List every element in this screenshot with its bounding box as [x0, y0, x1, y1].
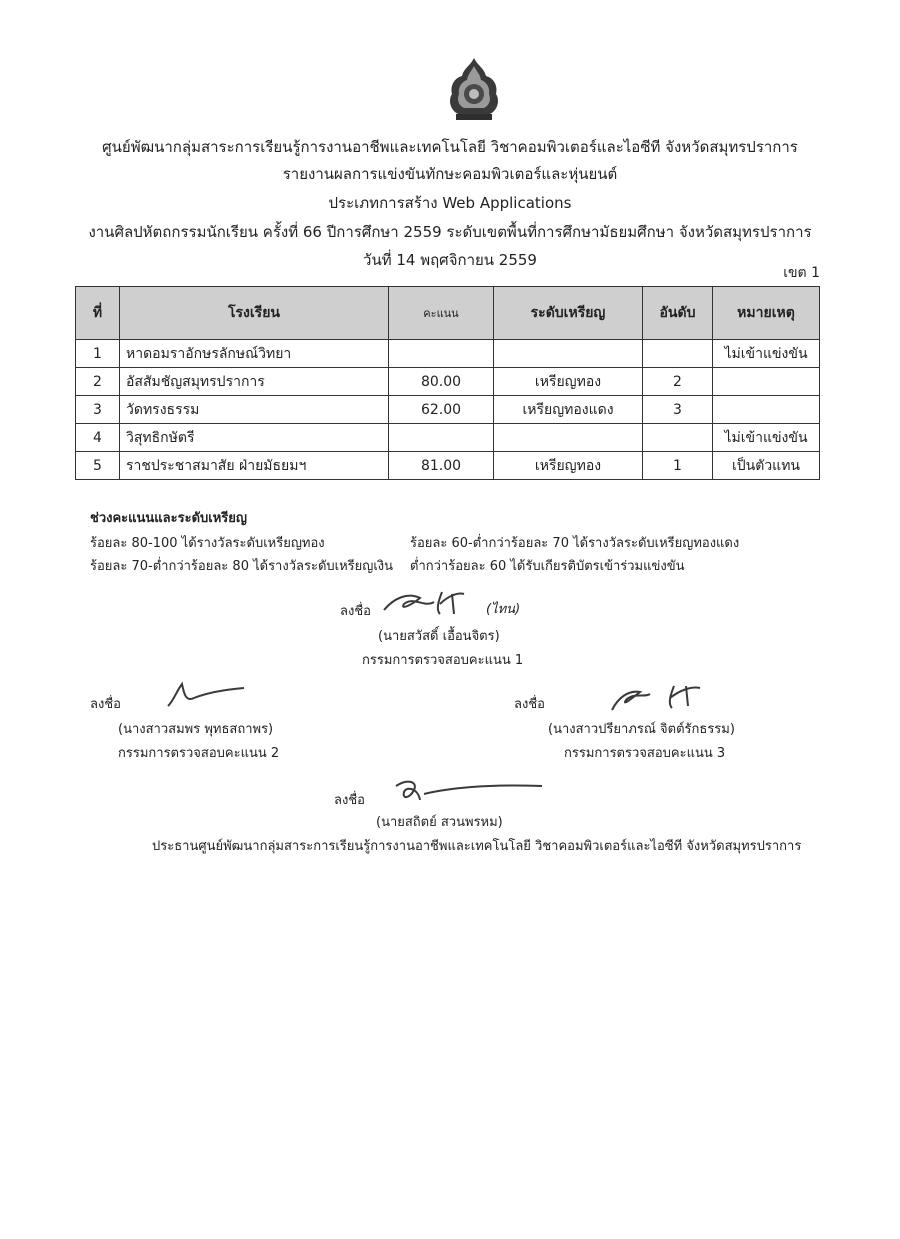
judge2-name: (นางสาวสมพร พุทธสถาพร) [118, 722, 274, 737]
judge1-role: กรรมการตรวจสอบคะแนน 1 [362, 653, 524, 668]
criteria-silver: ร้อยละ 70-ต่ำกว่าร้อยละ 80 ได้รางวัลระดับเหรียญเงิน [90, 559, 393, 574]
cell-remark: ไม่เข้าแข่งขัน [713, 340, 820, 368]
header-event: งานศิลปหัตถกรรมนักเรียน ครั้งที่ 66 ปีการศึกษา 2559 ระดับเขตพื้นที่การศึกษามัธยมศึกษา จังหวัดสมุทรปราการ [88, 223, 812, 241]
judge1-signature-icon [380, 584, 500, 620]
judge3-signature-icon [604, 676, 724, 716]
cell-medal: เหรียญทอง [494, 452, 643, 480]
col-header-remark: หมายเหตุ [713, 287, 820, 340]
header-report-title: รายงานผลการแข่งขันทักษะคอมพิวเตอร์และหุ่นยนต์ [282, 165, 618, 183]
cell-score [389, 340, 494, 368]
cell-medal [494, 340, 643, 368]
cell-no: 2 [76, 368, 120, 396]
cell-remark [713, 368, 820, 396]
sign-label-chair: ลงชื่อ [334, 793, 365, 808]
col-header-rank: อันดับ [643, 287, 713, 340]
sign-label-judge2: ลงชื่อ [90, 697, 121, 712]
cell-no: 1 [76, 340, 120, 368]
cell-rank: 3 [643, 396, 713, 424]
col-header-no: ที่ [76, 287, 120, 340]
col-header-school: โรงเรียน [120, 287, 389, 340]
cell-medal: เหรียญทอง [494, 368, 643, 396]
zone-label: เขต 1 [783, 265, 820, 281]
criteria-gold: ร้อยละ 80-100 ได้รางวัลระดับเหรียญทอง [90, 536, 325, 551]
cell-remark [713, 396, 820, 424]
cell-no: 3 [76, 396, 120, 424]
criteria-participation: ต่ำกว่าร้อยละ 60 ได้รับเกียรติบัตรเข้าร่วมแข่งขัน [410, 559, 685, 574]
cell-medal: เหรียญทองแดง [494, 396, 643, 424]
cell-rank: 1 [643, 452, 713, 480]
cell-rank: 2 [643, 368, 713, 396]
cell-school: อัสสัมชัญสมุทรปราการ [120, 368, 389, 396]
cell-no: 5 [76, 452, 120, 480]
table-row [76, 396, 820, 424]
results-table [75, 286, 820, 480]
header-date: วันที่ 14 พฤศจิกายน 2559 [363, 251, 537, 269]
cell-rank [643, 424, 713, 452]
header-category: ประเภทการสร้าง Web Applications [328, 194, 572, 212]
chair-name: (นายสถิตย์ สวนพรหม) [376, 815, 503, 830]
table-row [76, 452, 820, 480]
chair-role: ประธานศูนย์พัฒนากลุ่มสาระการเรียนรู้การงานอาชีพและเทคโนโลยี วิชาคอมพิวเตอร์และไอซีที จังหวัดสมุทรปราการ [152, 839, 802, 854]
judge3-name: (นางสาวปรียาภรณ์ จิตต์รักธรรม) [548, 722, 735, 737]
cell-rank [643, 340, 713, 368]
cell-remark: ไม่เข้าแข่งขัน [713, 424, 820, 452]
cell-school: ราชประชาสมาสัย ฝ่ายมัธยมฯ [120, 452, 389, 480]
sign-label-judge3: ลงชื่อ [514, 697, 545, 712]
cell-remark: เป็นตัวแทน [713, 452, 820, 480]
cell-score: 80.00 [389, 368, 494, 396]
col-header-medal: ระดับเหรียญ [494, 287, 643, 340]
table-row [76, 368, 820, 396]
chair-signature-icon [388, 774, 548, 808]
judge3-role: กรรมการตรวจสอบคะแนน 3 [564, 746, 726, 761]
cell-score: 62.00 [389, 396, 494, 424]
criteria-title: ช่วงคะแนนและระดับเหรียญ [90, 511, 247, 526]
judge2-role: กรรมการตรวจสอบคะแนน 2 [118, 746, 280, 761]
cell-no: 4 [76, 424, 120, 452]
cell-school: วิสุทธิกษัตรี [120, 424, 389, 452]
sign-label-judge1: ลงชื่อ [340, 604, 371, 619]
header-center-name: ศูนย์พัฒนากลุ่มสาระการเรียนรู้การงานอาชีพและเทคโนโลยี วิชาคอมพิวเตอร์และไอซีที จังหวัดสมุทรปราการ [102, 138, 798, 156]
col-header-score: คะแนน [389, 287, 494, 340]
criteria-bronze: ร้อยละ 60-ต่ำกว่าร้อยละ 70 ได้รางวัลระดับเหรียญทองแดง [410, 536, 740, 551]
table-row [76, 424, 820, 452]
cell-medal [494, 424, 643, 452]
cell-school: หาดอมราอักษรลักษณ์วิทยา [120, 340, 389, 368]
table-header-row [76, 287, 820, 340]
judge2-signature-icon [160, 676, 250, 712]
cell-score: 81.00 [389, 452, 494, 480]
judge1-handwritten-note: (ไทน) [486, 602, 521, 617]
table-row [76, 340, 820, 368]
government-emblem-icon [440, 56, 508, 124]
cell-score [389, 424, 494, 452]
cell-school: วัดทรงธรรม [120, 396, 389, 424]
judge1-name: (นายสวัสดิ์ เอื้อนจิตร) [378, 629, 500, 644]
